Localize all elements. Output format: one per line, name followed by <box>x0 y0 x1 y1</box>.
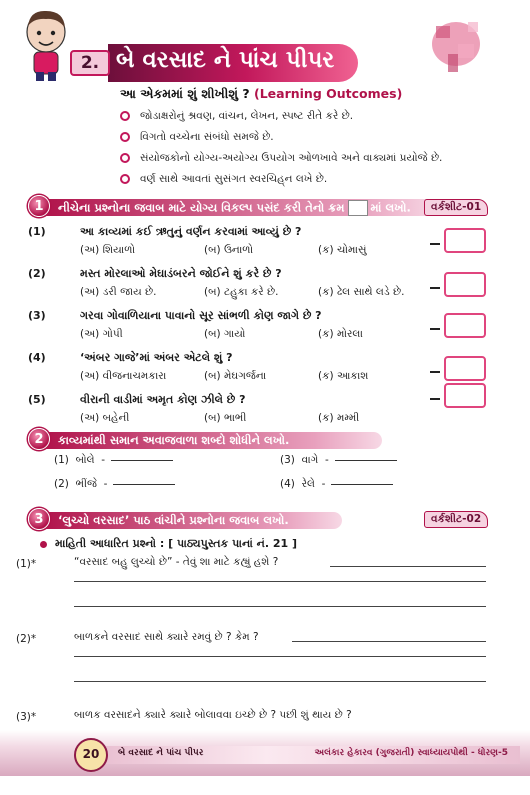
option-c: (ક) મોરલા <box>318 328 363 340</box>
section-number: 3 <box>28 508 50 530</box>
writing-line[interactable] <box>74 656 486 657</box>
lo-text: જોડાક્ષરોનું શ્રવણ, વાંચન, લેખન, સ્પષ્ટ રીતે કરે છે. <box>140 110 354 122</box>
section-number: 1 <box>28 195 50 217</box>
rhyme-item <box>54 454 173 467</box>
question-text: મસ્ત મોરલાઓ મેઘાડંબરને જોઈને શું કરે છે ? <box>80 267 282 280</box>
lo-text: સંયોજકોનો યોગ્ય-અયોગ્ય ઉપયોગ ઓળખાવે અને વાક્યમાં પ્રયોજે છે. <box>140 152 443 164</box>
item-word: વાગે <box>301 454 319 466</box>
section-2-instruction: કાવ્યમાંથી સમાન અવાજવાળા શબ્દો શોધીને લખો. <box>58 433 290 447</box>
question-text: આ કાવ્યમાં કઈ ઋતુનું વર્ણન કરવામાં આવ્યું છે ? <box>80 225 302 238</box>
question-text: બાળકને વરસાદ સાથે ક્યારે રમવું છે ? કેમ ? <box>74 631 259 643</box>
writing-line[interactable] <box>74 581 486 582</box>
question-number: (3)* <box>16 711 37 723</box>
item-word: રેલે <box>301 478 315 490</box>
section-3-header <box>28 510 348 530</box>
footer-chapter-title: બે વરસાદ ને પાંચ પીપર <box>118 748 204 758</box>
question-text: બાળક વરસાદને ક્યારે ક્યારે બોલાવવા ઇચ્છે છે ? પછી શું થાય છે ? <box>74 709 352 721</box>
list-item <box>120 127 442 148</box>
item-number: (1) <box>54 454 69 466</box>
instruction-part-b: માં લખો. <box>370 200 411 215</box>
sub-heading-text: માહિતી આધારિત પ્રશ્નો : [ પાઠ્યપુસ્તક પાનાં નં. 21 ] <box>55 537 298 550</box>
question-text: ‘અંબર ગાજે’માં અંબર એટલે શું ? <box>80 351 233 364</box>
question-number: (1)* <box>16 558 37 570</box>
bullet-icon <box>120 132 130 142</box>
section-3-instruction: ‘લુચ્ચો વરસાદ’ પાઠ વાંચીને પ્રશ્નોના જવાબ લખો. <box>58 513 289 527</box>
answer-dash <box>430 371 440 373</box>
section-1-instruction <box>58 200 411 216</box>
option-b: (બ) ગાયો <box>204 328 246 340</box>
list-item <box>120 148 442 169</box>
option-a: (અ) ડરી જાય છે. <box>80 286 157 298</box>
question-number: (3) <box>28 309 46 322</box>
question-number: (5) <box>28 393 46 406</box>
boy-mascot-icon <box>20 8 72 82</box>
item-number: (2) <box>54 478 69 490</box>
learning-outcomes-list <box>120 106 442 190</box>
rhyme-item <box>280 478 393 491</box>
writing-line[interactable] <box>74 681 486 682</box>
question-text: વીરાની વાડીમાં અમૃત કોણ ઝીલે છે ? <box>80 393 246 406</box>
page-number: 20 <box>74 738 108 772</box>
question-number: (2)* <box>16 633 37 645</box>
option-a: (અ) શિયાળો <box>80 244 136 256</box>
item-dash: - <box>101 454 106 466</box>
worksheet-tag: વર્કશીટ-02 <box>424 511 488 528</box>
chapter-number: 2. <box>70 50 110 76</box>
item-word: બોલે <box>75 454 95 466</box>
item-number: (4) <box>280 478 295 490</box>
option-c: (ક) ચોમાસું <box>318 244 367 256</box>
item-dash: - <box>321 478 326 490</box>
answer-dash <box>430 287 440 289</box>
list-item <box>120 106 442 127</box>
option-b: (બ) ભાભી <box>204 412 247 424</box>
bullet-icon <box>120 153 130 163</box>
bullet-icon <box>120 111 130 121</box>
bullet-icon <box>40 541 47 548</box>
option-a: (અ) વીજનાચમકારા <box>80 370 167 382</box>
rhyme-item <box>280 454 397 467</box>
rhyme-item <box>54 478 175 491</box>
page-title: બે વરસાદ ને પાંચ પીપર <box>116 47 335 73</box>
answer-box[interactable] <box>444 356 486 381</box>
lo-text: વિગતો વચ્ચેના સંબંધો સમજે છે. <box>140 131 274 143</box>
answer-dash <box>430 243 440 245</box>
chapter-header <box>0 0 530 86</box>
question-number: (2) <box>28 267 46 280</box>
answer-dash <box>430 328 440 330</box>
list-item <box>120 169 442 190</box>
section-number: 2 <box>28 428 50 450</box>
writing-line[interactable] <box>292 641 486 642</box>
lo-heading-en: (Learning Outcomes) <box>253 86 403 101</box>
answer-line[interactable] <box>331 484 393 485</box>
writing-line[interactable] <box>330 566 486 567</box>
answer-line[interactable] <box>113 484 175 485</box>
answer-line[interactable] <box>111 460 173 461</box>
option-a: (અ) બહેની <box>80 412 130 424</box>
answer-dash <box>430 398 440 400</box>
option-b: (બ) ઉનાળો <box>204 244 254 256</box>
footer-book-title: અલંકાર હેકારવ (ગુજરાતી) સ્વાધ્યાયપોથી - ધોરણ-5 <box>314 748 508 758</box>
option-c: (ક) આકાશ <box>318 370 369 382</box>
item-number: (3) <box>280 454 295 466</box>
instruction-part-a: નીચેના પ્રશ્નોના જવાબ માટે યોગ્ય વિકલ્પ પસંદ કરી તેનો ક્રમ <box>58 200 345 215</box>
option-b: (બ) મેઘગર્જના <box>204 370 267 382</box>
answer-box[interactable] <box>444 313 486 338</box>
decorative-figure-icon <box>422 14 492 78</box>
question-text: ગરવા ગોવાળિયાના પાવાનો સૂર સાંભળી કોણ જાગે છે ? <box>80 309 322 322</box>
sub-heading <box>40 537 297 551</box>
item-dash: - <box>103 478 108 490</box>
blank-box-icon <box>348 200 368 216</box>
learning-outcomes-heading <box>120 86 402 102</box>
lo-text: વર્ણ સાથે આવતાં સુસંગત સ્વરચિહ્‌ન લખે છે. <box>140 173 328 185</box>
section-2-header <box>28 430 388 450</box>
answer-box[interactable] <box>444 228 486 253</box>
option-c: (ક) મમ્મી <box>318 412 360 424</box>
question-number: (4) <box>28 351 46 364</box>
section-1-header <box>28 197 438 217</box>
option-a: (અ) ગોપી <box>80 328 123 340</box>
writing-line[interactable] <box>74 606 486 607</box>
option-b: (બ) ટહુકા કરે છે. <box>204 286 279 298</box>
answer-line[interactable] <box>335 460 397 461</box>
option-c: (ક) ઢેલ સાથે લડે છે. <box>318 286 405 298</box>
answer-box[interactable] <box>444 383 486 408</box>
item-dash: - <box>325 454 329 466</box>
bullet-icon <box>120 174 130 184</box>
question-number: (1) <box>28 225 46 238</box>
lo-heading-gu: આ એકમમાં શું શીખીશું ? <box>120 86 250 101</box>
question-text: “વરસાદ બહુ લુચ્ચો છે” - તેવું શા માટે કહ્યું હશે ? <box>74 556 279 568</box>
worksheet-tag: વર્કશીટ-01 <box>424 199 488 216</box>
item-word: ભીંજે <box>75 478 97 490</box>
answer-box[interactable] <box>444 272 486 297</box>
